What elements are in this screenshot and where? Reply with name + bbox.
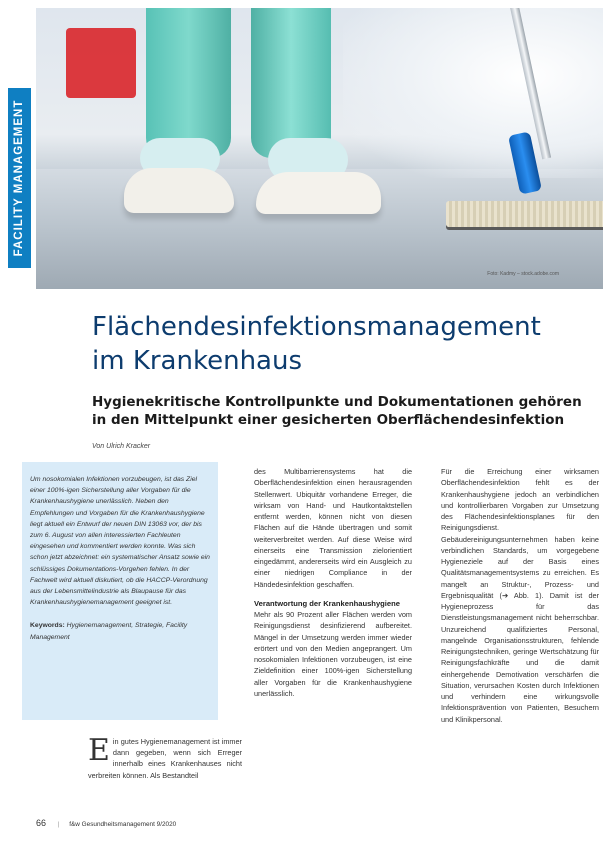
title-line-2: im Krankenhaus <box>92 346 303 376</box>
author-byline: Von Ulrich Kracker <box>92 443 151 450</box>
column3-paragraph-1: Für die Erreichung einer wirksamen Oberflächendesinfektion fehlt es der Krankenhaushygiene jedoch an verbindlichen und kontrollierbaren Vorgaben zur Umsetzung des Flächendesinfektionsplanes für den Reinigungsdienst. Gebäudereinigungsunternehmen haben keine verbindlichen Standards, um vorgegebene Hygieneziele auf der Basis eines Qualitätsmanagementsystems zu erreichen. Es mangelt an Struktur-, Prozess- und Ergebnisqualität (➔ Abb. 1). Damit ist der Hygieneprozess für das Dienstleistungsmanagement nicht beherrschbar. Unzureichend qualifiziertes Personal, mangelnde Organisationsstrukturen, fehlende Reinigungstechniken, geringe Wertschätzung für Reinigungsfachkräfte und die damit einhergehende Demotivation verschärfen die Situation, verursachen Kosten durch Infektionen und verhindern eine wirkungsvolle Infektionsprävention von Patienten, Besuchern und Klinikpersonal. <box>441 467 599 724</box>
right-shoe <box>256 172 381 214</box>
left-shoe <box>124 168 234 213</box>
intro-paragraph <box>88 733 242 781</box>
footer-separator: | <box>57 821 60 828</box>
page-number: 66 <box>36 818 47 828</box>
subtitle-line-2: in den Mittelpunkt einer gesicherten Oberflächendesinfektion <box>92 412 565 428</box>
abstract-box <box>22 462 218 720</box>
mop-head <box>446 201 603 227</box>
text-column-3 <box>441 466 599 725</box>
red-object <box>66 28 136 98</box>
hero-photo <box>36 8 603 289</box>
section-heading: Verantwortung der Krankenhaushygiene <box>254 598 401 608</box>
scrubs-left-leg <box>146 8 231 158</box>
page-footer <box>36 818 176 828</box>
subtitle-line-1: Hygienekritische Kontrollpunkte und Dokumentationen gehören <box>92 394 582 410</box>
title-line-1: Flächendesinfektionsmanagement <box>92 312 541 342</box>
column2-paragraph-1: des Multibarrierensystems hat die Oberflächendesinfektion einen herausragenden Stellenwert. Ubiquitär vorhandene Erreger, die wirksam von Hand- und Hautkontaktstellen entfernt werden, können nicht von diesen Flächen auf die Hände übertragen und somit weiterverbreitet werden. Auf diese Weise wird einerseits eine Transmission zielorientiert eingedämmt, andererseits wird ein Ausgleich zu einer niedrigen Compliance in der Händedesinfektion geschaffen. <box>254 467 412 589</box>
keywords <box>30 620 210 642</box>
text-column-2 <box>254 466 412 699</box>
article-subtitle <box>92 393 582 429</box>
article-title <box>92 310 541 378</box>
window-glow <box>343 8 603 178</box>
keywords-list: Hygienemanagement, Strategie, Facility Management <box>30 622 188 641</box>
drop-cap: E <box>88 733 110 768</box>
column2-paragraph-2: Mehr als 90 Prozent aller Flächen werden vom Reinigungsdienst desinfizierend aufbereitet. Mängel in der Umsetzung werden immer wieder erörtert und von den Medien angeprangert. Um nosokomialen Infektionen vorzubeugen, ist eine Zieldefinition einer 100%-igen Sicherstellung aller Vorgaben für die Krankenhaushygiene unerlässlich. <box>254 610 412 698</box>
section-tab-label: FACILITY MANAGEMENT <box>13 99 25 257</box>
journal-name: f&w Gesundheitsmanagement 9/2020 <box>69 821 177 828</box>
scrubs-right-leg <box>251 8 331 158</box>
photo-credit: Foto: Kadmy – stock.adobe.com <box>487 271 559 277</box>
abstract-text: Um nosokomialen Infektionen vorzubeugen, ist das Ziel einer 100%-igen Sicherstellung aller Vorgaben für die Krankenhaushygiene unerlässlich. Neben den Empfehlungen und Vorgaben für die Krankenhaushygiene liegt aktuell ein Entwurf der neuen DIN 13063 vor, der bis zum 6. August von allen interessierten Fachleuten eingesehen und kommentiert werden konnte. Was sich schon jetzt abzeichnet: ein systematischer Ansatz sowie ein schlüssiges Dokumentations-Vorgehen fehlen. In der Fachwelt wird aktuell diskutiert, ob die HACCP-Verordnung aus der Lebensmittelindustrie als Blaupause für das Krankenhaushygienemanagement geeignet ist. <box>30 476 210 607</box>
intro-text: in gutes Hygienemanagement ist immer dann gegeben, wenn sich Erreger innerhalb eines Krankenhauses nicht verbreiten können. Als Bestandteil <box>88 737 242 780</box>
keywords-label: Keywords: <box>30 622 65 630</box>
